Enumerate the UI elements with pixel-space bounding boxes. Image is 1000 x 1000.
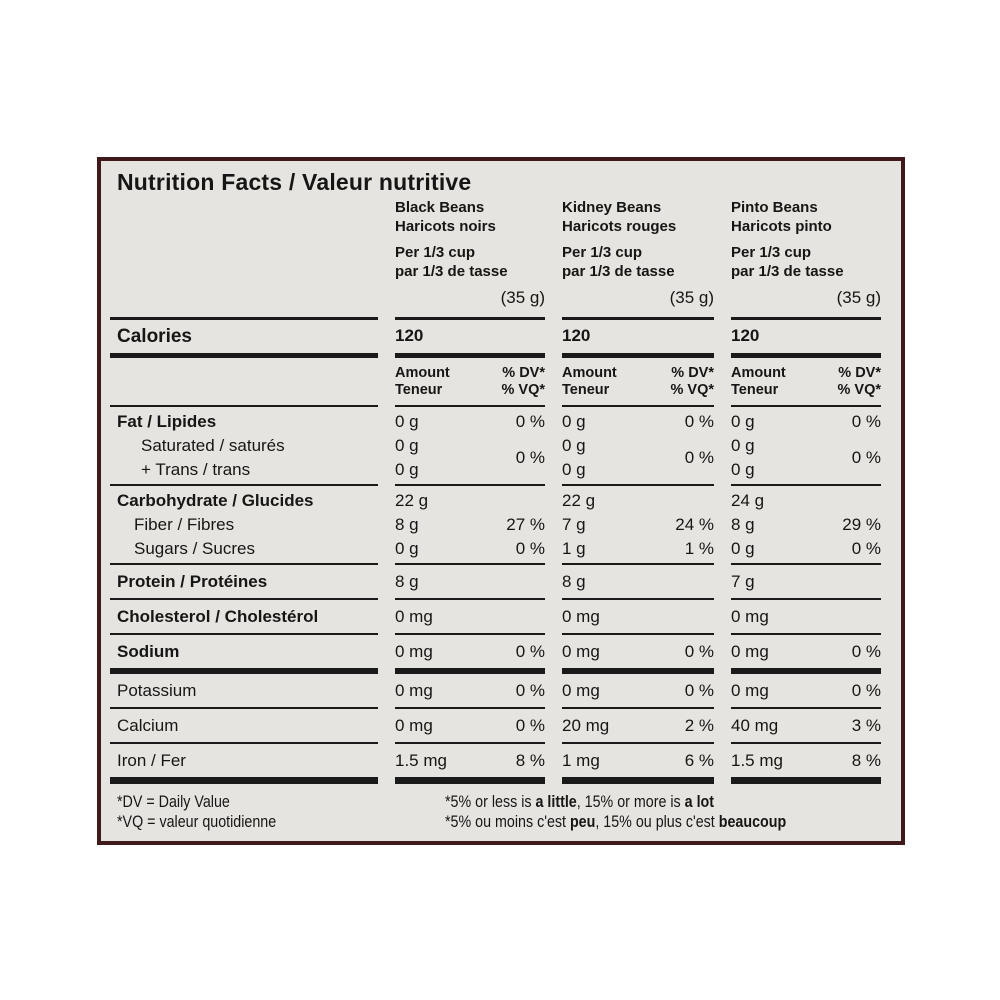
dv-value: 0 %	[515, 448, 545, 467]
amount-value: 0 g	[562, 412, 586, 431]
dv-value: 0 %	[515, 716, 545, 735]
amount-header	[731, 365, 881, 399]
divider	[110, 484, 881, 486]
serving-fr: par 1/3 de tasse	[562, 263, 675, 280]
dv-value: 0 %	[684, 681, 714, 700]
amount-value: 20 mg	[562, 716, 610, 735]
dv-value: 0 %	[684, 448, 714, 467]
nutrient-label: Carbohydrate / Glucides	[117, 491, 314, 510]
amount-value: 22 g	[395, 491, 429, 510]
amount-value: 1 mg	[562, 751, 600, 770]
nutrient-label: Sodium	[117, 642, 180, 661]
footnote-scale-fr: *5% ou moins c'est peu, 15% ou plus c'est beaucoup	[445, 812, 787, 831]
amount-value: 0 g	[731, 539, 755, 558]
column-header-pinto-beans	[731, 198, 881, 309]
amount-value: 1.5 mg	[395, 751, 447, 770]
amount-value: 0 mg	[395, 681, 433, 700]
calories-value: 120	[562, 326, 591, 345]
amount-value: 0 mg	[395, 607, 433, 626]
serving-fr: par 1/3 de tasse	[395, 263, 508, 280]
header-spacer	[110, 198, 378, 309]
calories-row	[110, 320, 881, 353]
footnote-scale-en: *5% or less is a little, 15% or more is a lot	[445, 792, 715, 811]
nutrient-label: Protein / Protéines	[117, 572, 268, 591]
divider-thick	[110, 353, 881, 358]
amount-value: 8 g	[731, 515, 755, 534]
footnote-scale	[445, 792, 851, 832]
serving-weight: (35 g)	[500, 288, 545, 307]
nutrient-label: Sugars / Sucres	[134, 539, 255, 558]
amount-value: 8 g	[395, 515, 419, 534]
dv-value: 6 %	[684, 751, 714, 770]
dv-value: 0 %	[684, 412, 714, 431]
dv-label: % DV* % VQ*	[501, 365, 545, 398]
footnotes	[110, 792, 881, 832]
amount-value: 0 mg	[562, 642, 600, 661]
bean-name-en: Pinto Beans	[731, 199, 818, 216]
nutrient-label: Fiber / Fibres	[134, 515, 235, 534]
divider-thick	[110, 668, 881, 674]
header-spacer	[110, 365, 378, 399]
serving-en: Per 1/3 cup	[395, 244, 476, 261]
dv-value: 24 %	[675, 515, 714, 534]
bean-name-fr: Haricots noirs	[395, 218, 496, 235]
serving-fr: par 1/3 de tasse	[731, 263, 844, 280]
dv-value: 0 %	[851, 642, 881, 661]
footnote-dv-fr: *VQ = valeur quotidienne	[117, 812, 277, 831]
nutrient-row-sugars	[110, 537, 881, 563]
amount-header	[395, 365, 545, 399]
amount-value: 0 g 0 g	[562, 436, 586, 479]
amount-value: 0 mg	[562, 681, 600, 700]
amount-value: 0 mg	[731, 681, 769, 700]
amount-value: 0 mg	[395, 716, 433, 735]
divider	[110, 598, 881, 600]
divider-heavy	[110, 777, 881, 784]
calories-value: 120	[731, 326, 760, 345]
amount-value: 40 mg	[731, 716, 779, 735]
amount-value: 0 g 0 g	[731, 436, 755, 479]
calories-value: 120	[395, 326, 424, 345]
label-title: Nutrition Facts / Valeur nutritive	[117, 169, 472, 195]
amount-header	[562, 365, 714, 399]
dv-value: 0 %	[684, 642, 714, 661]
dv-value: 0 %	[515, 412, 545, 431]
dv-value: 29 %	[842, 515, 881, 534]
amount-value: 1.5 mg	[731, 751, 783, 770]
divider	[110, 405, 881, 407]
nutrition-label	[97, 157, 905, 845]
nutrient-label: Iron / Fer	[117, 751, 186, 770]
serving-weight: (35 g)	[669, 288, 714, 307]
dv-value: 0 %	[515, 681, 545, 700]
nutrient-row-fat	[110, 407, 881, 434]
divider	[110, 707, 881, 709]
bean-name-en: Black Beans	[395, 199, 485, 216]
nutrient-label	[110, 434, 378, 482]
nutrient-row-fiber	[110, 513, 881, 537]
dv-label: % DV* % VQ*	[670, 365, 714, 398]
amount-value: 0 mg	[562, 607, 600, 626]
amount-value: 7 g	[562, 515, 586, 534]
dv-label: % DV* % VQ*	[837, 365, 881, 398]
amount-header-row	[110, 358, 881, 405]
dv-value: 1 %	[684, 539, 714, 558]
footnote-dv-en: *DV = Daily Value	[117, 792, 230, 811]
serving-size	[395, 243, 545, 281]
bean-name-fr: Haricots rouges	[562, 218, 677, 235]
nutrient-row-iron	[110, 744, 881, 777]
serving-size	[731, 243, 881, 281]
amount-value: 0 mg	[731, 607, 769, 626]
nutrient-row-cholesterol	[110, 600, 881, 633]
dv-value: 27 %	[506, 515, 545, 534]
amount-value: 24 g	[731, 491, 765, 510]
bean-name	[731, 198, 881, 236]
nutrient-label-saturated: Saturated / saturés	[141, 436, 285, 455]
amount-value: 8 g	[562, 572, 586, 591]
amount-value: 0 g	[395, 539, 419, 558]
amount-value: 1 g	[562, 539, 586, 558]
dv-value: 2 %	[684, 716, 714, 735]
amount-value: 7 g	[731, 572, 755, 591]
divider	[110, 633, 881, 635]
amount-value: 8 g	[395, 572, 419, 591]
dv-value: 3 %	[851, 716, 881, 735]
amount-value: 0 mg	[395, 642, 433, 661]
divider	[110, 317, 881, 320]
serving-size	[562, 243, 714, 281]
nutrient-row-sodium	[110, 635, 881, 668]
divider	[110, 563, 881, 565]
nutrient-row-saturated-trans	[110, 434, 881, 484]
serving-en: Per 1/3 cup	[562, 244, 643, 261]
amount-value: 0 mg	[731, 642, 769, 661]
nutrient-label: Fat / Lipides	[117, 412, 217, 431]
nutrient-label-trans: + Trans / trans	[141, 460, 251, 479]
serving-weight: (35 g)	[836, 288, 881, 307]
dv-value: 8 %	[851, 751, 881, 770]
amount-label: Amount Teneur	[395, 365, 450, 398]
column-header-kidney-beans	[562, 198, 714, 309]
dv-value: 8 %	[515, 751, 545, 770]
amount-label: Amount Teneur	[562, 365, 617, 398]
amount-value: 0 g	[731, 412, 755, 431]
bean-name-en: Kidney Beans	[562, 199, 662, 216]
nutrient-row-protein	[110, 565, 881, 598]
bean-name	[395, 198, 545, 236]
column-headers	[110, 198, 881, 309]
nutrient-label: Potassium	[117, 681, 197, 700]
nutrient-row-potassium	[110, 674, 881, 707]
dv-value: 0 %	[851, 539, 881, 558]
footnote-dv	[117, 792, 445, 832]
dv-value: 0 %	[851, 681, 881, 700]
amount-value: 0 g 0 g	[395, 436, 419, 479]
amount-label: Amount Teneur	[731, 365, 786, 398]
nutrient-label: Calcium	[117, 716, 179, 735]
dv-value: 0 %	[851, 448, 881, 467]
amount-value: 0 g	[395, 412, 419, 431]
serving-en: Per 1/3 cup	[731, 244, 812, 261]
dv-value: 0 %	[851, 412, 881, 431]
nutrient-row-calcium	[110, 709, 881, 742]
amount-value: 22 g	[562, 491, 596, 510]
nutrient-row-carbohydrate	[110, 486, 881, 513]
bean-name-fr: Haricots pinto	[731, 218, 832, 235]
calories-label: Calories	[117, 326, 192, 347]
dv-value: 0 %	[515, 539, 545, 558]
column-header-black-beans	[395, 198, 545, 309]
nutrient-label: Cholesterol / Cholestérol	[117, 607, 319, 626]
dv-value: 0 %	[515, 642, 545, 661]
bean-name	[562, 198, 714, 236]
divider	[110, 742, 881, 744]
